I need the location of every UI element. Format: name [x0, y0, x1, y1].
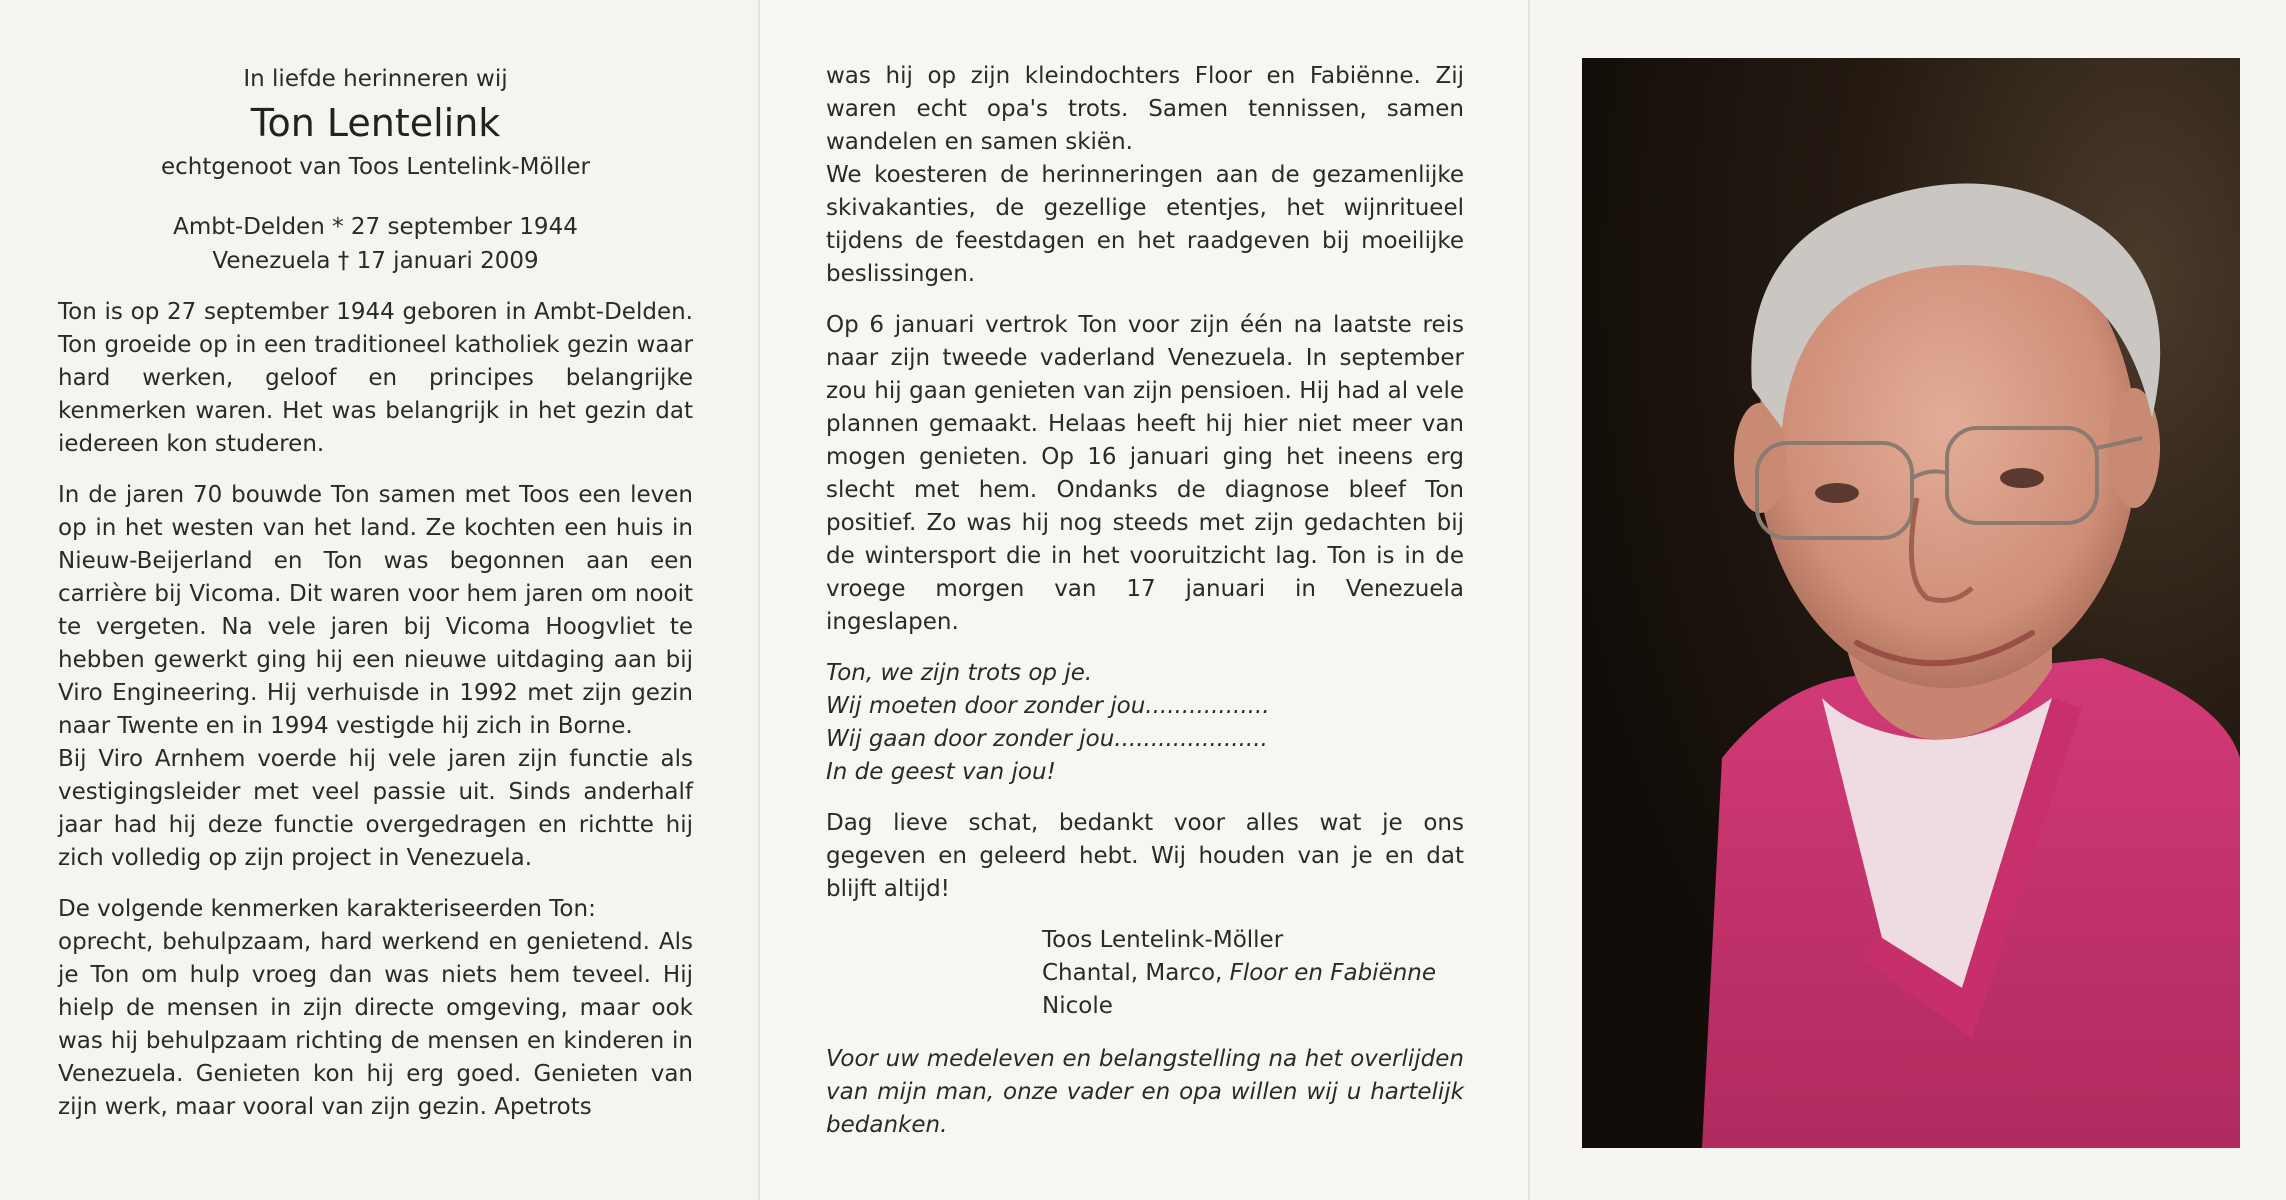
eye-left: [1815, 483, 1859, 503]
poem-line: In de geest van jou!: [826, 759, 1056, 785]
mid-paragraph-1: was hij op zijn kleindochters Floor en Fabiënne. Zij waren echt opa's trots. Samen tennissen, samen wandelen en samen skiën.: [826, 63, 1464, 155]
bio-paragraph-4: oprecht, behulpzaam, hard werkend en genietend. Als je Ton om hulp vroeg dan was niets hem teveel. Hij hielp de mensen in zijn directe omgeving, maar ook was hij behulpzaam richting de mensen en kinderen in Venezuela. Genieten kon hij erg goed. Genieten van zijn werk, maar vooral van zijn gezin. Apetrots: [58, 929, 693, 1120]
poem-line: Wij gaan door zonder jou.....................: [826, 726, 1268, 752]
birth-line: Ambt-Delden * 27 september 1944: [173, 214, 578, 240]
signatures: [1042, 924, 1464, 1023]
bio-paragraph-2: In de jaren 70 bouwde Ton samen met Toos een leven op in het westen van het land. Ze kochten een huis in Nieuw-Beijerland en Ton was begonnen aan een carrière bij Vicoma. Dit waren voor hem jaren om nooit te vergeten. Na vele jaren bij Vicoma Hoogvliet te hebben gewerkt ging hij een nieuwe uitdaging aan bij Viro Engineering. Hij verhuisde in 1992 met zijn gezin naar Twente en in 1994 vestigde hij zich in Borne.: [58, 482, 693, 739]
life-dates: [58, 210, 693, 278]
bio-paragraph-3: Bij Viro Arnhem voerde hij vele jaren zijn functie als vestigingsleider met veel passie uit. Sinds anderhalf jaar had hij deze functie overgedragen en richtte hij zich volledig op zijn project in Venezuela.: [58, 746, 693, 871]
card-panel-left: [0, 0, 760, 1200]
portrait-photo-icon: [1582, 58, 2240, 1148]
signature-line-3: Nicole: [1042, 993, 1113, 1019]
bio-paragraph-1: Ton is op 27 september 1944 geboren in Ambt-Delden. Ton groeide op in een traditioneel katholiek gezin waar hard werken, geloof en principes belangrijke kenmerken waren. Het was belangrijk in het gezin dat iedereen kon studeren.: [58, 299, 693, 457]
poem-line: Ton, we zijn trots op je.: [826, 660, 1093, 686]
signature-names: Chantal, Marco,: [1042, 960, 1230, 986]
poem-line: Wij moeten door zonder jou.................: [826, 693, 1270, 719]
mid-paragraph-3: Op 6 januari vertrok Ton voor zijn één na laatste reis naar zijn tweede vaderland Venezuela. In september zou hij gaan genieten van zijn pensioen. Hij had al vele plannen gemaakt. Helaas heeft hij hier niet meer van mogen genieten. Op 16 januari ging het ineens erg slecht met hem. Ondanks de diagnose bleef Ton positief. Zo was hij nog steeds met zijn gedachten bij de wintersport die in het vooruitzicht lag. Ton is in de vroege morgen van 17 januari in Venezuela ingeslapen.: [826, 312, 1464, 635]
mid-paragraph-4: Dag lieve schat, bedankt voor alles wat je ons gegeven en geleerd hebt. Wij houden van je en dat blijft altijd!: [826, 810, 1464, 902]
death-line: Venezuela † 17 januari 2009: [212, 248, 539, 274]
left-column: [58, 62, 693, 1124]
intro-line: In liefde herinneren wij: [243, 66, 508, 92]
thanks-note: Voor uw medeleven en belangstelling na het overlijden van mijn man, onze vader en opa willen wij u hartelijk bedanken.: [826, 1046, 1464, 1138]
spouse-line: echtgenoot van Toos Lentelink-Möller: [161, 154, 590, 180]
mid-paragraph-2: We koesteren de herinneringen aan de gezamenlijke skivakanties, de gezellige etentjes, het wijnritueel tijdens de feestdagen en het raadgeven bij moeilijke beslissingen.: [826, 162, 1464, 287]
eye-right: [2000, 468, 2044, 488]
signature-granddaughters: Floor en Fabiënne: [1229, 960, 1437, 986]
middle-column: [826, 60, 1464, 1142]
deceased-name: Ton Lentelink: [250, 101, 501, 145]
bio-paragraph-4-heading: De volgende kenmerken karakteriseerden Ton:: [58, 896, 596, 922]
signature-line-2: [1042, 957, 1464, 990]
card-panel-middle: [760, 0, 1530, 1200]
portrait-illustration: [1582, 58, 2240, 1148]
signature-line-1: Toos Lentelink-Möller: [1042, 927, 1284, 953]
poem: [826, 657, 1464, 789]
